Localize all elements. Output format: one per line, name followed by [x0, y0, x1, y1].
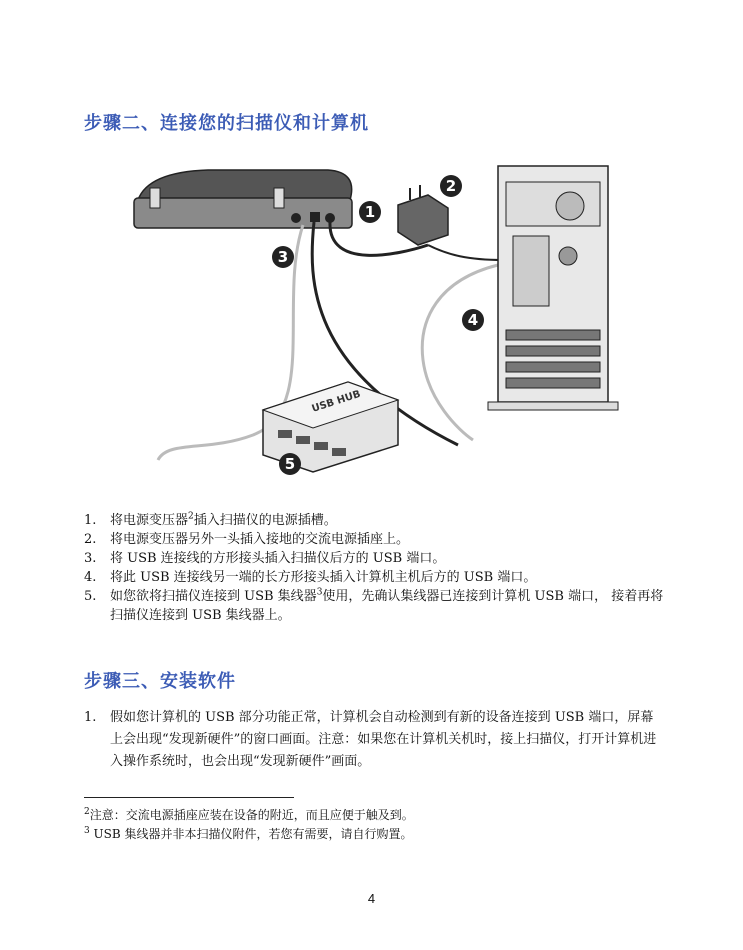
list-item: 3. 将 USB 连接线的方形接头插入扫描仪后方的 USB 端口。	[84, 551, 446, 566]
section-heading-step3: 步骤三、安装软件	[84, 671, 236, 692]
svg-text:1: 1	[364, 203, 376, 221]
page-number: 4	[367, 891, 376, 906]
footnote-divider	[84, 797, 294, 798]
callout-2	[440, 175, 462, 197]
step3-instruction-list	[84, 707, 664, 773]
scanner-illustration	[134, 170, 352, 228]
hub-label: USB HUB	[310, 388, 362, 415]
svg-text:5: 5	[284, 455, 296, 473]
list-item: 4. 将此 USB 连接线另一端的长方形接头插入计算机主机后方的 USB 端口。	[84, 570, 537, 585]
svg-text:4: 4	[467, 311, 479, 329]
step2-instruction-list	[84, 511, 664, 625]
callout-4	[462, 309, 484, 331]
computer-tower-illustration	[488, 166, 618, 410]
section-heading-step2: 步骤二、连接您的扫描仪和计算机	[84, 113, 369, 134]
footnotes	[84, 806, 414, 844]
list-item: 2. 将电源变压器另外一头插入接地的交流电源插座上。	[84, 532, 410, 547]
power-adapter-illustration	[398, 185, 448, 245]
callout-1	[359, 201, 381, 223]
list-item: 1. 假如您计算机的 USB 部分功能正常，计算机会自动检测到有新的设备连接到 USB 端口，屏幕上会出现“发现新硬件”的窗口画面。注意：如果您在计算机关机时，接上扫描仪，打开计算机进入操作系统时，也会出现“发现新硬件”画面。	[84, 710, 657, 769]
list-item: 5. 如您欲将扫描仪连接到 USB 集线器$^3$使用，先确认集线器已连接到计算机 USB 端口， 接着再将扫描仪连接到 USB 集线器上。	[84, 587, 664, 623]
callout-5	[279, 453, 301, 475]
svg-text:2: 2	[445, 177, 457, 195]
footnote-3: $^3$ USB 集线器并非本扫描仪附件，若您有需要，请自行购置。	[84, 826, 413, 841]
connection-diagram	[128, 160, 630, 480]
callout-3	[272, 246, 294, 268]
list-item: 1. 将电源变压器$^2$插入扫描仪的电源插槽。	[84, 511, 337, 528]
svg-text:3: 3	[277, 248, 289, 266]
footnote-2: $^2$注意：交流电源插座应装在设备的附近，而且应便于触及到。	[84, 807, 414, 822]
